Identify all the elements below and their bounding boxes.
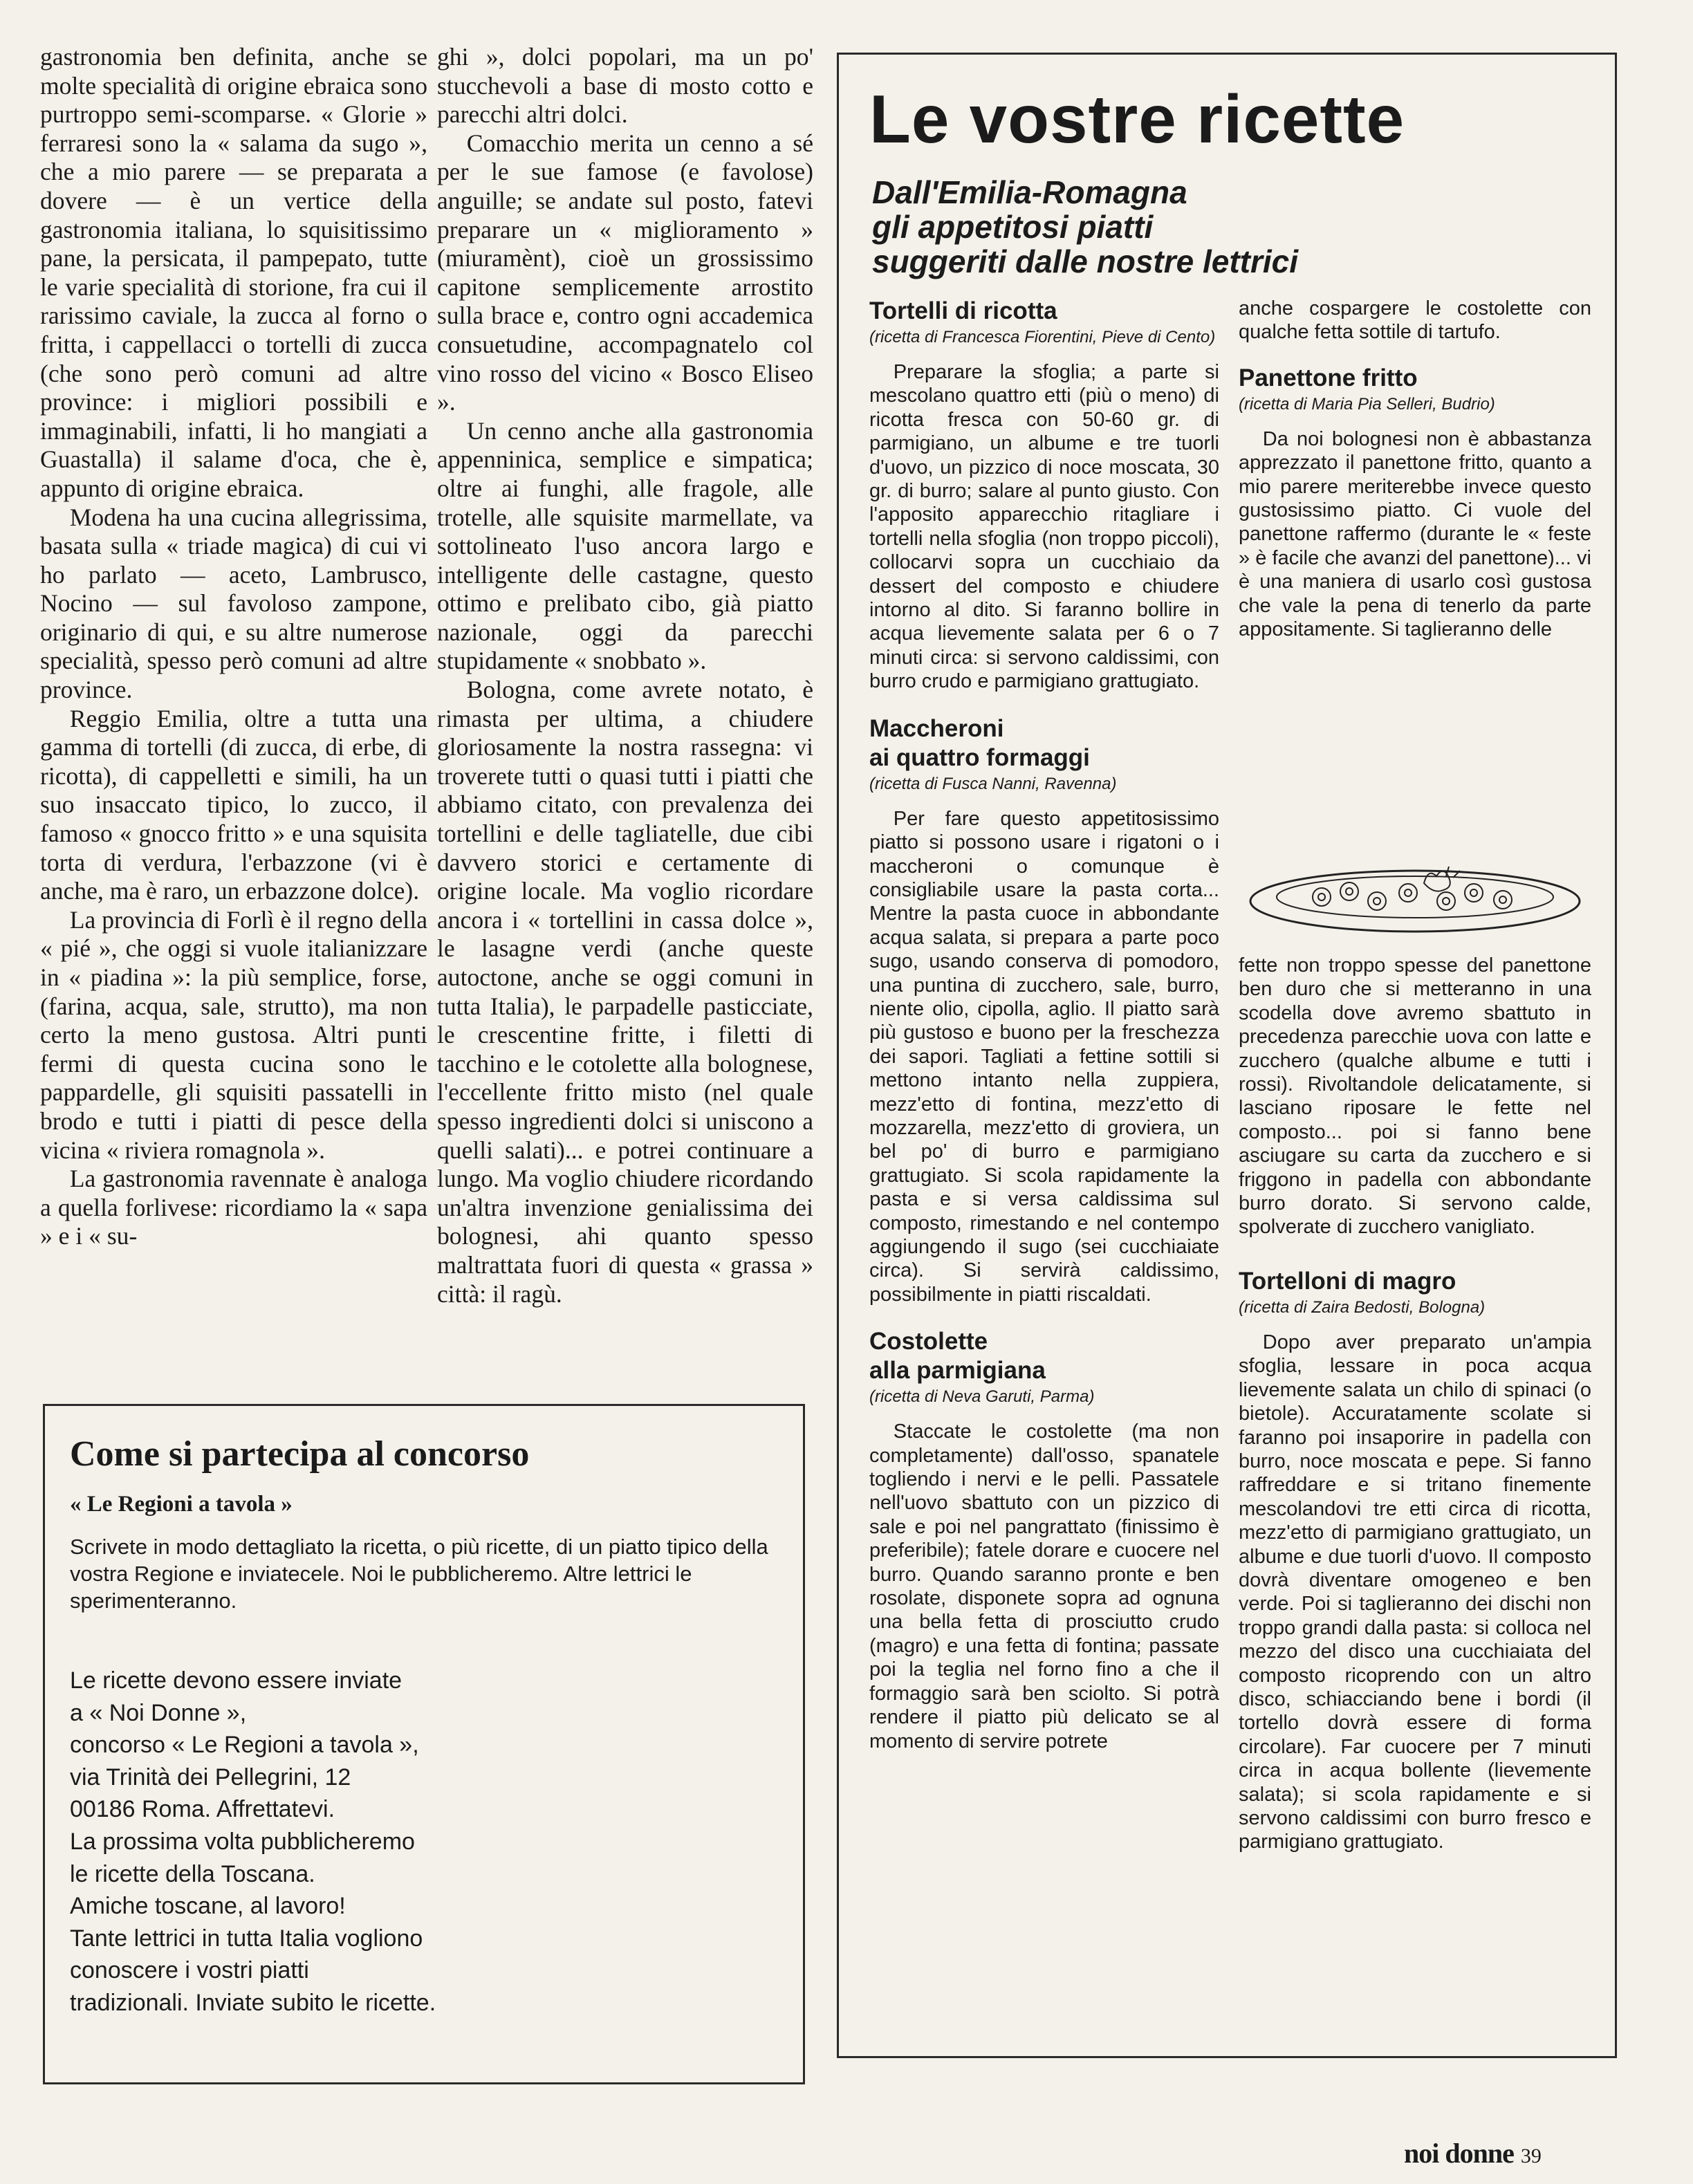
recipe-title-line: Costolette <box>869 1328 988 1355</box>
recipe-panettone-continued <box>1239 954 1591 1239</box>
contest-title: Come si partecipa al concorso <box>70 1434 530 1474</box>
contest-line: Tante lettrici in tutta Italia vogliono <box>70 1925 423 1952</box>
recipe-title <box>869 714 1219 772</box>
recipe-title-line: ai quattro formaggi <box>869 743 1090 771</box>
contest-line: Le ricette devono essere inviate <box>70 1667 403 1694</box>
page-number: 39 <box>1520 2145 1542 2167</box>
article-paragraph: gastronomia ben definita, anche se molte specialità di origine ebraica sono purtroppo semi-scomparse. « Glorie » ferraresi sono la « salama da sugo », che a mio parere — se preparata a dovere — è un vertice della gastronomia italiana, lo squisitissimo pane, la persicata, il pampepato, tutte le varie specialità di storione, fra cui il rarissimo caviale, la zucca al forno o fritta, i cappellacci o tortelli di zucca (che sono però comuni ad altre province: i migliori possibili e immaginabili, infatti, li ho mangiati a Guastalla) il salame d'oca, che è, appunto di origine ebraica. <box>40 43 427 502</box>
recipe-title: Tortelli di ricotta <box>869 297 1057 324</box>
recipe-title-line: Maccheroni <box>869 714 1004 742</box>
contest-line: a « Noi Donne », <box>70 1699 247 1726</box>
contest-line: via Trinità dei Pellegrini, 12 <box>70 1764 351 1790</box>
recipe-byline: (ricetta di Fusca Nanni, Ravenna) <box>869 774 1117 793</box>
article-paragraph: Un cenno anche alla gastronomia appenninica, semplice e simpatica; oltre ai funghi, alle fragole, alle trotelle, alle squisite marmellate, va sottolineato l'uso ancora largo e intelligente delle castagne, questo ottimo e prelibato cibo, già piatto nazionale, oggi da parecchi stupidamente « snobbato ». <box>437 416 813 675</box>
recipe-maccheroni <box>869 714 1219 1307</box>
recipe-costolette-continued <box>1239 297 1591 344</box>
recipe-costolette <box>869 1327 1219 1753</box>
article-paragraph: ghi », dolci popolari, ma un po' stucchevoli a base di mosto cotto e parecchi altri dolci. <box>437 43 813 129</box>
recipe-title: Tortelloni di magro <box>1239 1267 1456 1295</box>
page-footer <box>1404 2137 1542 2169</box>
contest-intro: Scrivete in modo dettagliato la ricetta, o più ricette, di un piatto tipico della vostra Regione e inviatecele. Noi le pubblicheremo. Altre lettrici le sperimenteranno. <box>70 1535 768 1613</box>
article-column-1 <box>40 43 427 1251</box>
article-paragraph: Modena ha una cucina allegrissima, basata sulla « triade magica) di cui vi ho parlato — aceto, Lambrusco, Nocino — sul favoloso zampone, originario di qui, e su altre numerose specialità, spesso però comuni ad altre province. <box>40 503 427 704</box>
contest-instructions <box>70 1665 782 2019</box>
article-paragraph: Reggio Emilia, oltre a tutta una gamma di tortelli (di zucca, di erbe, di ricotta), di cappelletti e simili, ha un suo insaccato tipico, lo zucco, il famoso « gnocco fritto » e una squisita torta di verdura, l'erbazzone (vi è anche, ma è raro, un erbazzone dolce). <box>40 704 427 905</box>
recipe-body-continued: anche cospargere le costolette con qualche fetta sottile di tartufo. <box>1239 297 1591 344</box>
recipe-byline: (ricetta di Neva Garuti, Parma) <box>869 1387 1095 1407</box>
contest-line: le ricette della Toscana. <box>70 1860 315 1887</box>
recipe-panettone-fritto <box>1239 364 1591 642</box>
subtitle-line: Dall'Emilia-Romagna <box>872 174 1187 210</box>
article-paragraph: Comacchio merita un cenno a sé per le sue famose (e favolose) anguille; se andate sul posto, fatevi preparare un « miglioramento » (miuramènt), cioè un grossissimo capitone semplicemente arrostito sulla brace e, contro ogni accademica consuetudine, accompagnatelo col vino rosso del vicino « Bosco Eliseo ». <box>437 129 813 416</box>
recipes-column-right-lower <box>1239 954 1591 1875</box>
contest-line: concorso « Le Regioni a tavola », <box>70 1732 419 1759</box>
recipe-body-continued: fette non troppo spesse del panettone ben duro che si metteranno in una scodella dove avremo sbattuto in precedenza parecchie uova con latte e zucchero (qualche albume e tutti i rossi). Rivoltandole delicatamente, si lasciano riposare le fette nel composto... poi si fanno bene asciugare su carta da zucchero e si friggono in padella con abbondante burro dorato. Si servono calde, spolverate di zucchero vanigliato. <box>1239 954 1591 1239</box>
magazine-logo: noi donne <box>1404 2138 1514 2169</box>
contest-line: Amiche toscane, al lavoro! <box>70 1893 346 1920</box>
recipe-body: Da noi bolognesi non è abbastanza apprezzato il panettone fritto, quanto a mio parere meriterebbe invece questo gustosissimo piatto. Ci vuole del panettone raffermo (durante le « feste » è facile che avanzi del panettone)... vi è una maniera di usarlo così gustosa che vale la pena di tenerlo da parte appositamente. Si taglieranno delle <box>1239 427 1591 641</box>
article-paragraph: La gastronomia ravennate è analoga a quella forlivese: ricordiamo la « sapa » e i « su- <box>40 1165 427 1250</box>
recipe-tortelloni-di-magro <box>1239 1267 1591 1854</box>
recipes-box <box>837 53 1617 2058</box>
recipes-title: Le vostre ricette <box>869 81 1405 157</box>
recipes-subtitle <box>872 175 1298 279</box>
recipe-body: Preparare la sfoglia; a parte si mescolano quattro etti (più o meno) di ricotta fresca con 50-60 gr. di parmigiano, un albume e tre tuorli d'uovo, un pizzico di noce moscata, 30 gr. di burro; salare al punto giusto. Con l'apposito apparecchio ritagliare i tortelli nella sfoglia (non troppo piccoli), collocarvi sopra un cucchiaio da dessert del composto e chiudere intorno al dito. Si faranno bollire in acqua lievemente salata per 6 o 7 minuti circa: si servono caldissimi, con burro crudo e parmigiano grattugiato. <box>869 361 1219 693</box>
contest-line: La prossima volta pubblicheremo <box>70 1828 415 1855</box>
subtitle-line: gli appetitosi piatti <box>872 209 1154 245</box>
recipe-body: Per fare questo appetitosissimo piatto si possono usare i rigatoni o i maccheroni o comunque è consigliabile usare la pasta corta... Mentre la pasta cuoce in abbondante acqua salata, si prepara a parte poco sugo, usando conserva di pomodoro, una puntina di zucchero, sale, burro, niente olio, cipolla, aglio. Il piatto sarà più gustoso e buono per la freschezza dei sapori. Tagliati a fettine sottili si mettono intanto nella zuppiera, mezz'etto di fontina, mezz'etto di mozzarella, mezz'etto di groviera, un bel po' di burro e parmigiano grattugiato. Si scola rapidamente la pasta e si versa caldissima sul composto, rimestando e nel contempo aggiungendo il sugo (sei cucchiaiate circa). Si servirà caldissimo, possibilmente in piatti riscaldati. <box>869 807 1219 1306</box>
recipe-title-line: alla parmigiana <box>869 1357 1046 1385</box>
recipe-byline: (ricetta di Maria Pia Selleri, Budrio) <box>1239 394 1495 414</box>
recipe-body: Staccate le costolette (ma non completamente) dall'osso, spanatele togliendo i nervi e le pelli. Passatele nell'uovo sbattuto con un pizzico di sale e poi nel pangrattato (finissimo è preferibile); fatele dorare e cuocere nel burro. Quando saranno pronte e ben rosolate, disponete sopra ad ognuna una bella fetta di prosciutto crudo (magro) e una fetta di fontina; passate poi la teglia nel forno fino a che il formaggio sarà ben sciolto. Si potrà rendere il piatto più delicato se al momento di servire potrete <box>869 1420 1219 1752</box>
dish-illustration <box>1239 855 1591 938</box>
subtitle-line: suggeriti dalle nostre lettrici <box>872 243 1299 279</box>
article-paragraph: Bologna, come avrete notato, è rimasta per ultima, a chiudere gloriosamente la nostra rassegna: vi troverete tutti o quasi tutti i piatti che abbiamo citato, con prevalenza dei tortellini e delle tagliatelle, due cibi davvero storici e certamente di origine locale. Ma voglio ricordare ancora i « tortellini in cassa dolce », le lasagne verdi (anche queste autoctone, anche se oggi comuni in tutta Italia), le parpadelle pasticciate, le crescentine fritte, i filetti di tacchino e le cotolette alla bolognese, l'eccellente fritto misto (nel quale spesso ingredienti dolci si uniscono a quelli salati)... e potrei continuare a lungo. Ma voglio chiudere ricordando un'altra invenzione genialissima dei bolognesi, ahi quanto spesso maltrattata fuori di questa « grassa » città: il ragù. <box>437 676 813 1308</box>
contest-line: conoscere i vostri piatti <box>70 1957 309 1984</box>
contest-line: 00186 Roma. Affrettatevi. <box>70 1796 335 1823</box>
recipes-column-left <box>869 297 1219 1774</box>
contest-line: tradizionali. Inviate subito le ricette. <box>70 1989 436 2016</box>
recipe-title <box>869 1327 1219 1385</box>
recipes-column-right <box>1239 297 1591 662</box>
contest-box <box>43 1404 805 2084</box>
recipe-body: Dopo aver preparato un'ampia sfoglia, lessare in poca acqua lievemente salata un chilo di spinaci (o bietole). Accuratamente scolate si faranno poi insaporire in padella con burro, noce moscata e pepe. Si fanno raffreddare e si tritano finemente mescolandovi tre etti circa di ricotta, mezz'etto di parmigiano grattugiato, un albume e due tuorli d'uovo. Il composto dovrà diventare omogeneo e ben verde. Poi si taglieranno dei dischi non troppo grandi dalla pasta: si colloca nel mezzo del disco una cucchiaiata del composto ricoprendo con un altro disco, schiacciando bene i bordi (il tortello dovrà essere di forma circolare). Far cuocere per 7 minuti circa in acqua bollente (lievemente salata); si scola rapidamente e si servono caldissimi con burro fresco e parmigiano grattugiato. <box>1239 1331 1591 1853</box>
article-paragraph: La provincia di Forlì è il regno della « pié », che oggi si vuole italianizzare in « piadina »: la più semplice, forse, (farina, acqua, sale, strutto), ma non certo la meno gustosa. Altri punti fermi di questa cucina sono le pappardelle, gli squisiti passatelli in brodo e tutti i piatti di pesce della vicina « riviera romagnola ». <box>40 905 427 1164</box>
article-column-2 <box>437 43 813 1308</box>
recipe-tortelli-di-ricotta <box>869 297 1219 694</box>
recipe-byline: (ricetta di Francesca Fiorentini, Pieve di Cento) <box>869 328 1216 346</box>
contest-subtitle: « Le Regioni a tavola » <box>70 1492 293 1517</box>
recipe-title: Panettone fritto <box>1239 364 1418 391</box>
recipe-byline: (ricetta di Zaira Bedosti, Bologna) <box>1239 1297 1486 1317</box>
